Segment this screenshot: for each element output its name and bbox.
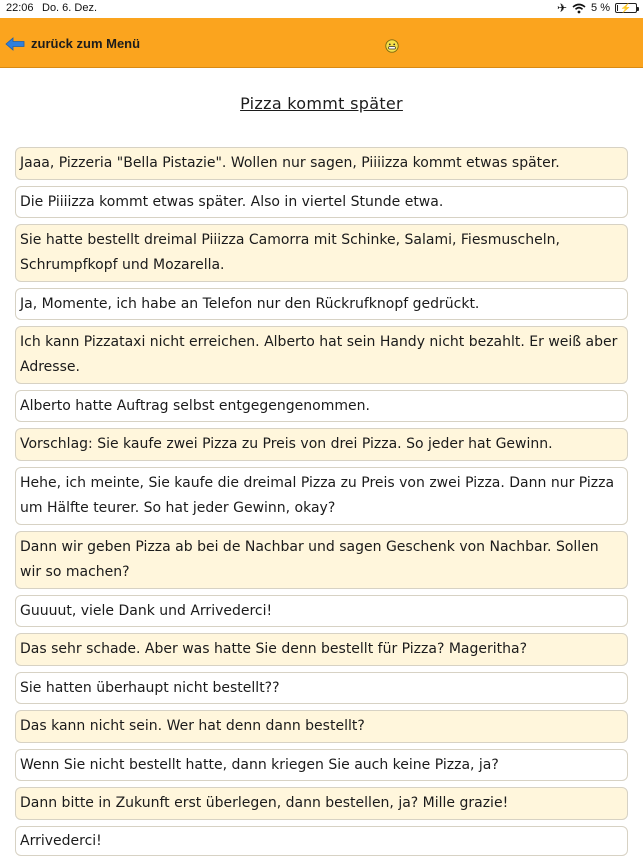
battery-percent: 5 % xyxy=(591,2,610,14)
dialog-line-text: Wenn Sie nicht bestellt hatte, dann kriegen Sie auch keine Pizza, ja? xyxy=(20,756,499,773)
dialog-line-text: Guuuut, viele Dank und Arrivederci! xyxy=(20,602,273,619)
wifi-icon xyxy=(572,3,586,14)
dialog-line-1[interactable] xyxy=(15,147,628,180)
dialog-line-text: Die Piiiizza kommt etwas später. Also in viertel Stunde etwa. xyxy=(20,193,444,210)
dialog-line-text: Das kann nicht sein. Wer hat denn dann bestellt? xyxy=(20,718,365,734)
dialog-line-text: Hehe, ich meinte, Sie kaufe die dreimal Pizza zu Preis von zwei Pizza. Dann nur Pizza um Hälfte teurer. So hat jeder Gewinn, okay? xyxy=(20,475,615,516)
status-bar xyxy=(0,0,643,18)
battery-icon xyxy=(615,3,637,13)
dialog-line-text: Ich kann Pizzataxi nicht erreichen. Alberto hat sein Handy nicht bezahlt. Er weiß aber Adresse. xyxy=(20,334,618,375)
dialog-line-2[interactable] xyxy=(15,186,628,218)
dialog-line-4[interactable] xyxy=(15,288,628,320)
page-title: Pizza kommt später xyxy=(240,94,403,113)
dialog-line-text: Jaaa, Pizzeria "Bella Pistazie". Wollen nur sagen, Piiiizza kommt etwas später. xyxy=(20,155,560,171)
dialog-line-5[interactable] xyxy=(15,326,628,384)
dialog-line-3[interactable] xyxy=(15,224,628,282)
header-bar xyxy=(0,18,643,68)
dialog-line-14[interactable] xyxy=(15,749,628,781)
charging-bolt-icon: ⚡ xyxy=(620,2,632,13)
back-label: zurück zum Menü xyxy=(31,36,141,51)
smiley-icon[interactable] xyxy=(385,39,399,53)
dialog-line-text: Sie hatte bestellt dreimal Piiizza Camorra mit Schinke, Salami, Fiesmuscheln, Schrumpfkopf und Mozarella. xyxy=(20,232,560,273)
back-arrow-icon xyxy=(5,37,25,51)
dialog-line-15[interactable] xyxy=(15,787,628,820)
dialog-line-8[interactable] xyxy=(15,467,628,525)
battery-fill xyxy=(617,5,618,11)
dialog-line-text: Sie hatten überhaupt nicht bestellt?? xyxy=(20,679,280,696)
dialog-line-text: Das sehr schade. Aber was hatte Sie denn bestellt für Pizza? Mageritha? xyxy=(20,641,528,657)
back-to-menu-button[interactable] xyxy=(5,36,140,51)
dialog-line-13[interactable] xyxy=(15,710,628,743)
dialog-line-11[interactable] xyxy=(15,633,628,666)
dialog-line-9[interactable] xyxy=(15,531,628,589)
status-indicators xyxy=(557,1,637,15)
dialog-line-6[interactable] xyxy=(15,390,628,422)
dialog-line-text: Vorschlag: Sie kaufe zwei Pizza zu Preis von drei Pizza. So jeder hat Gewinn. xyxy=(20,436,553,452)
dialog-line-12[interactable] xyxy=(15,672,628,704)
dialog-line-text: Dann wir geben Pizza ab bei de Nachbar und sagen Geschenk von Nachbar. Sollen wir so machen? xyxy=(20,539,599,580)
status-time: 22:06 xyxy=(6,2,34,14)
dialog-line-16[interactable] xyxy=(15,826,628,856)
dialog-line-10[interactable] xyxy=(15,595,628,627)
dialog-line-text: Arrivederci! xyxy=(20,832,102,849)
dialog-line-text: Alberto hatte Auftrag selbst entgegengenommen. xyxy=(20,397,370,414)
airplane-icon: ✈ xyxy=(556,1,568,15)
dialog-line-text: Dann bitte in Zukunft erst überlegen, dann bestellen, ja? Mille grazie! xyxy=(20,795,509,811)
dialog-line-text: Ja, Momente, ich habe an Telefon nur den Rückrufknopf gedrückt. xyxy=(20,295,480,312)
dialog-line-7[interactable] xyxy=(15,428,628,461)
status-date: Do. 6. Dez. xyxy=(42,2,98,14)
